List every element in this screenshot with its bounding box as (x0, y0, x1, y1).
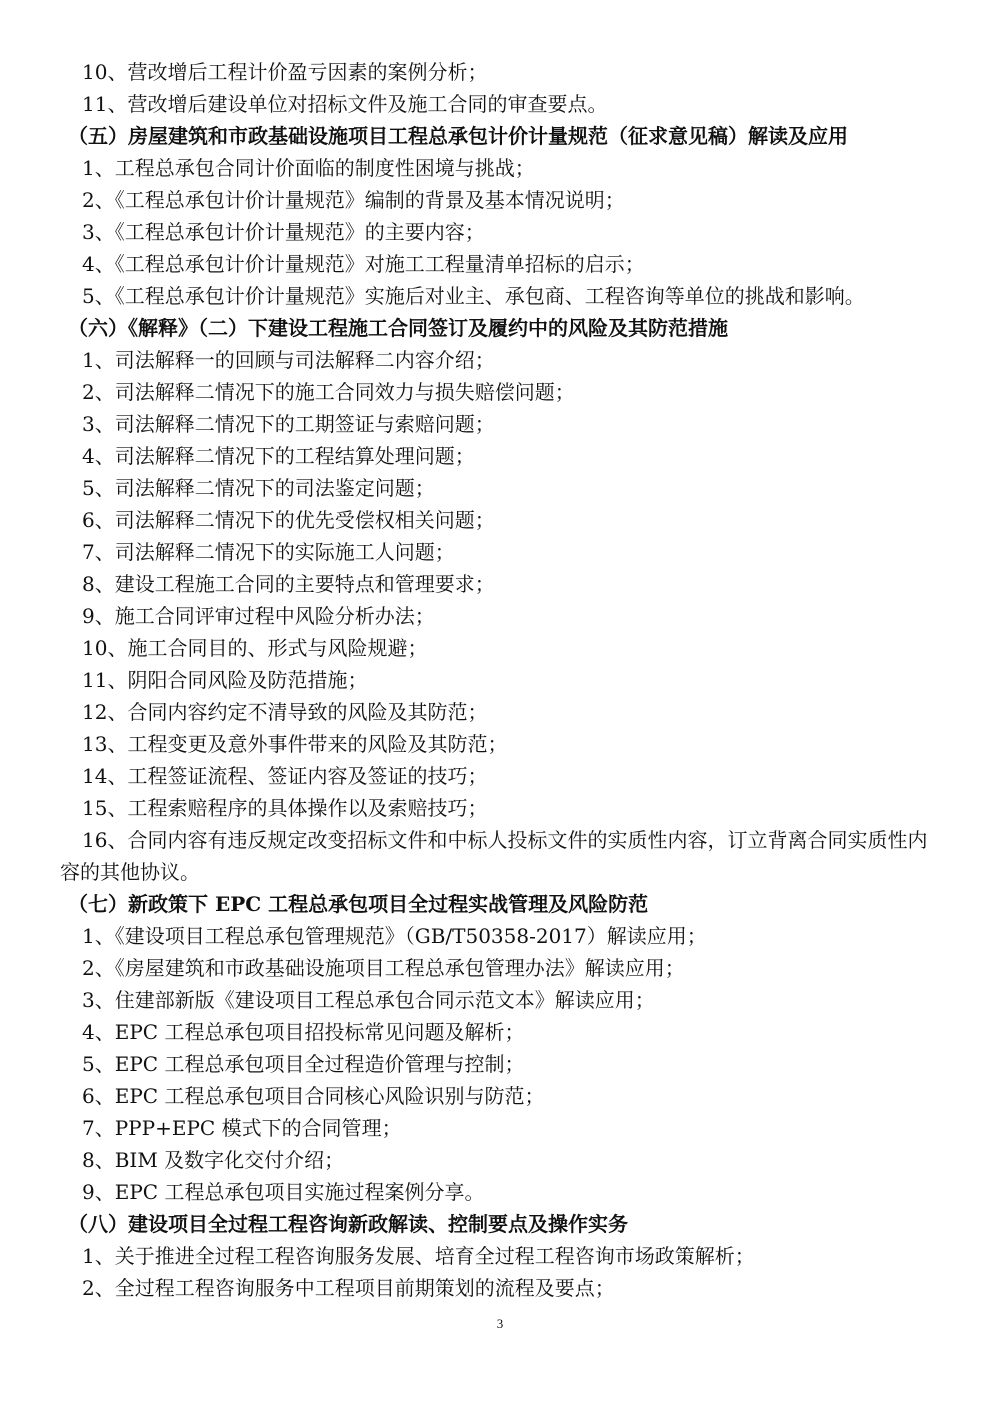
list-item: 2、《工程总承包计价计量规范》编制的背景及基本情况说明； (82, 188, 625, 212)
list-item: 6、EPC 工程总承包项目合同核心风险识别与防范； (82, 1084, 545, 1108)
list-item: 7、司法解释二情况下的实际施工人问题； (82, 540, 455, 564)
page-number: 3 (496, 1316, 504, 1331)
list-item: 2、全过程工程咨询服务中工程项目前期策划的流程及要点； (82, 1276, 615, 1300)
list-item: 2、《房屋建筑和市政基础设施项目工程总承包管理办法》解读应用； (82, 956, 685, 980)
list-item: 1、工程总承包合同计价面临的制度性困境与挑战； (82, 156, 535, 180)
list-item: 3、住建部新版《建设项目工程总承包合同示范文本》解读应用； (82, 988, 655, 1012)
list-item: 3、《工程总承包计价计量规范》的主要内容； (82, 220, 485, 244)
list-item: 6、司法解释二情况下的优先受偿权相关问题； (82, 508, 495, 532)
list-item: 10、营改增后工程计价盈亏因素的案例分析； (82, 60, 488, 84)
list-item: 5、EPC 工程总承包项目全过程造价管理与控制； (82, 1052, 525, 1076)
list-item: 9、施工合同评审过程中风险分析办法； (82, 604, 435, 628)
list-item: 11、阴阳合同风险及防范措施； (82, 668, 368, 692)
list-item: 12、合同内容约定不清导致的风险及其防范； (82, 700, 488, 724)
section-heading-7: （七）新政策下 EPC 工程总承包项目全过程实战管理及风险防范 (68, 892, 649, 916)
list-item: 1、关于推进全过程工程咨询服务发展、培育全过程工程咨询市场政策解析； (82, 1244, 755, 1268)
list-item: 16、合同内容有违反规定改变招标文件和中标人投标文件的实质性内容，订立背离合同实质性内容的其他协议。 (60, 828, 928, 884)
list-item: 14、工程签证流程、签证内容及签证的技巧； (82, 764, 488, 788)
list-item: 5、《工程总承包计价计量规范》实施后对业主、承包商、工程咨询等单位的挑战和影响。 (82, 284, 865, 308)
list-item: 1、《建设项目工程总承包管理规范》（GB/T50358-2017）解读应用； (82, 924, 707, 948)
list-item: 9、EPC 工程总承包项目实施过程案例分享。 (82, 1180, 485, 1204)
document-body (60, 56, 940, 1304)
list-item: 1、司法解释一的回顾与司法解释二内容介绍； (82, 348, 495, 372)
section-heading-8: （八）建设项目全过程工程咨询新政解读、控制要点及操作实务 (68, 1212, 628, 1236)
list-item: 3、司法解释二情况下的工期签证与索赔问题； (82, 412, 495, 436)
section-heading-6: （六）《解释》（二）下建设工程施工合同签订及履约中的风险及其防范措施 (68, 316, 728, 340)
list-item: 4、《工程总承包计价计量规范》对施工工程量清单招标的启示； (82, 252, 645, 276)
list-item: 8、BIM 及数字化交付介绍； (82, 1148, 345, 1172)
list-item: 2、司法解释二情况下的施工合同效力与损失赔偿问题； (82, 380, 575, 404)
section-heading-5: （五）房屋建筑和市政基础设施项目工程总承包计价计量规范（征求意见稿）解读及应用 (68, 124, 848, 148)
list-item: 8、建设工程施工合同的主要特点和管理要求； (82, 572, 495, 596)
list-item: 5、司法解释二情况下的司法鉴定问题； (82, 476, 435, 500)
list-item: 4、EPC 工程总承包项目招投标常见问题及解析； (82, 1020, 525, 1044)
list-item: 13、工程变更及意外事件带来的风险及其防范； (82, 732, 508, 756)
list-item: 7、PPP+EPC 模式下的合同管理； (82, 1116, 402, 1140)
list-item: 11、营改增后建设单位对招标文件及施工合同的审查要点。 (82, 92, 608, 116)
list-item: 15、工程索赔程序的具体操作以及索赔技巧； (82, 796, 488, 820)
list-item: 10、施工合同目的、形式与风险规避； (82, 636, 428, 660)
list-item: 4、司法解释二情况下的工程结算处理问题； (82, 444, 475, 468)
